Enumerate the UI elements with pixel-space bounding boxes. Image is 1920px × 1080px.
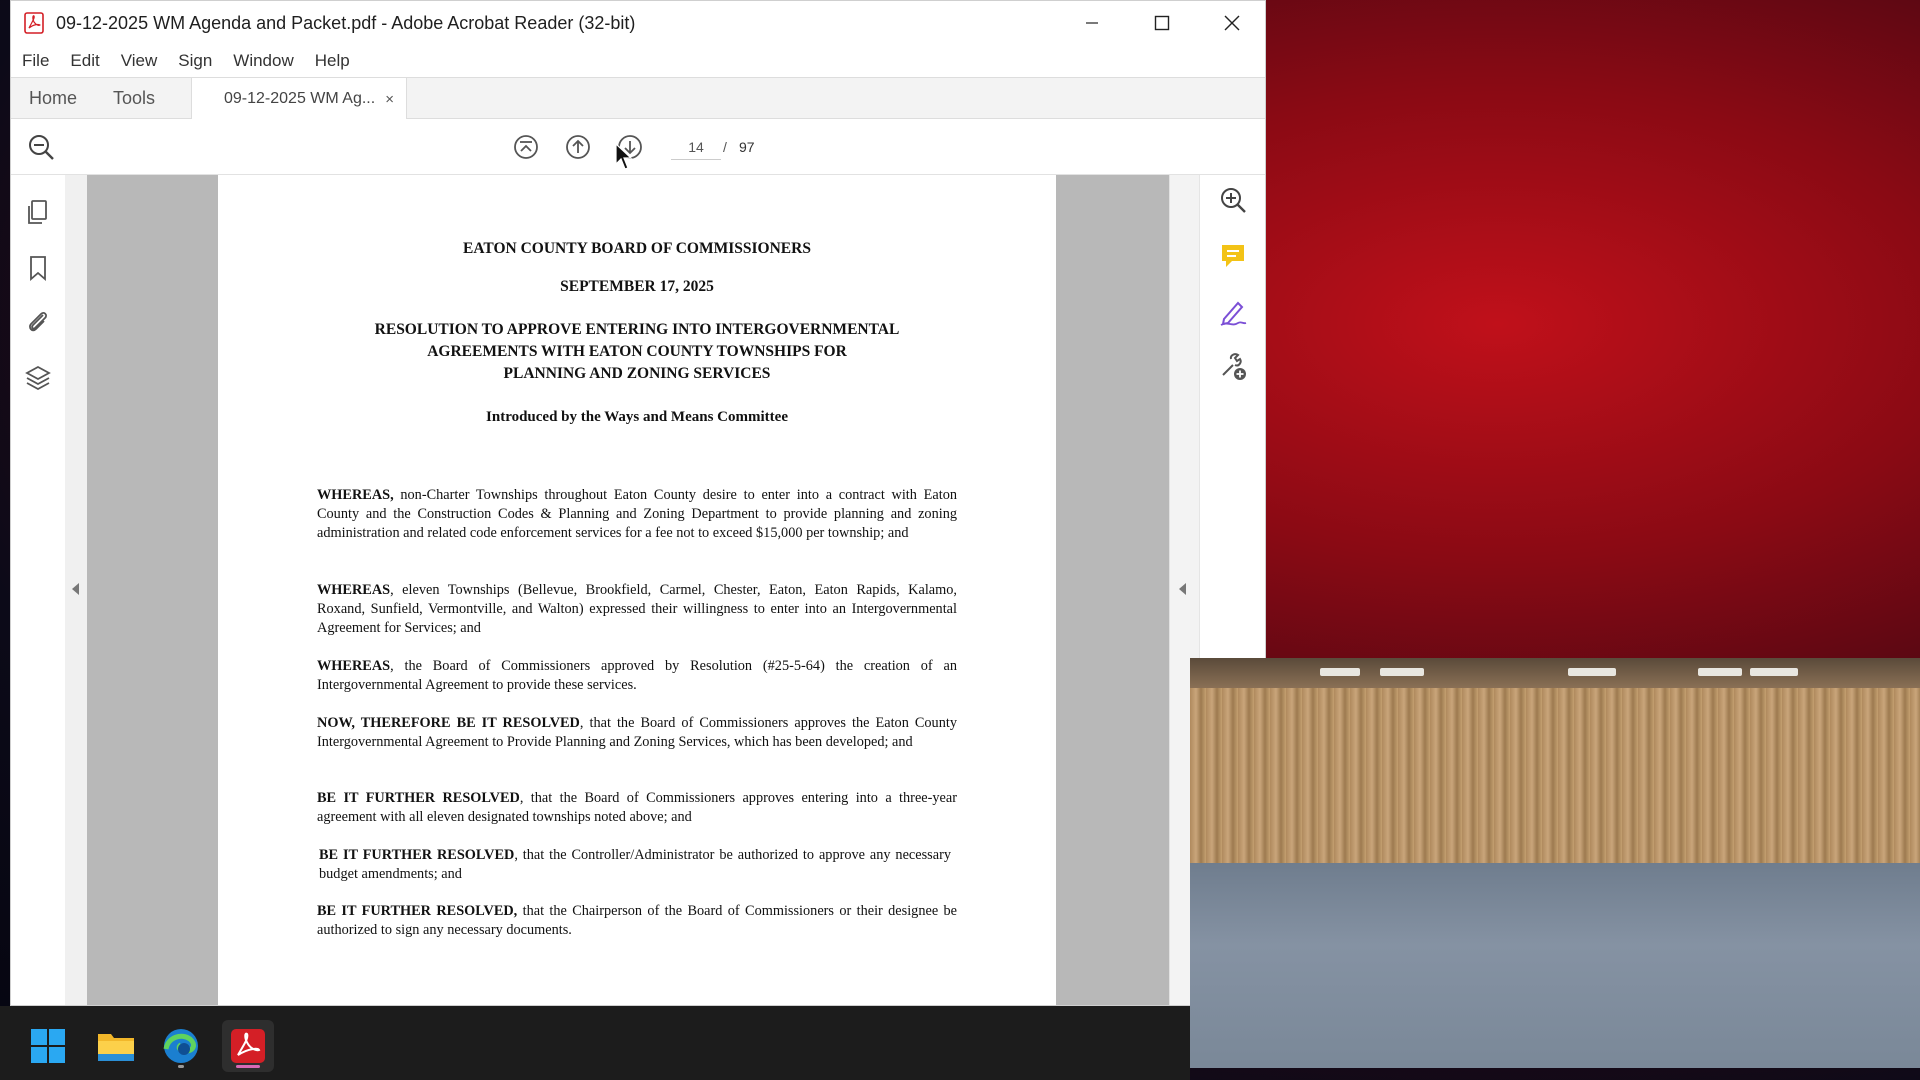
doc-title-line2: AGREEMENTS WITH EATON COUNTY TOWNSHIPS FOR: [427, 343, 847, 360]
doc-title-line3: PLANNING AND ZONING SERVICES: [503, 365, 771, 382]
zoom-in-icon[interactable]: [1218, 185, 1248, 215]
close-icon: [1224, 15, 1240, 31]
taskbar-acrobat[interactable]: [222, 1020, 274, 1072]
mouse-cursor-icon: [615, 143, 635, 171]
paragraph-lead: BE IT FURTHER RESOLVED: [317, 790, 520, 806]
doc-heading-board: EATON COUNTY BOARD OF COMMISSIONERS: [463, 240, 811, 257]
maximize-icon: [1154, 15, 1170, 31]
nameplate-image: [1380, 668, 1424, 676]
expand-left-panel-icon[interactable]: [72, 583, 79, 595]
paragraph-lead: BE IT FURTHER RESOLVED: [319, 847, 515, 863]
tab-close-icon[interactable]: ×: [385, 90, 394, 108]
paragraph-lead: WHEREAS: [317, 582, 391, 598]
page-separator: /: [723, 139, 727, 155]
comment-icon[interactable]: [1218, 241, 1248, 271]
active-app-indicator: [236, 1065, 260, 1068]
doc-introduced-by: Introduced by the Ways and Means Committee: [486, 409, 788, 425]
page-number-input[interactable]: 14: [671, 135, 721, 160]
tab-home[interactable]: Home: [29, 88, 78, 108]
paragraph-text: non-Charter Townships throughout Eaton County desire to enter into a contract with Eaton County and the Construction Codes & Planning and Zoning Department to provide planning and zoning administration and related code enforcement services for a fee not to exceed $15,000 per township; and: [317, 487, 957, 541]
document-canvas: [87, 175, 1169, 1006]
minimize-icon: [1085, 16, 1099, 30]
close-button[interactable]: [1197, 1, 1266, 45]
tab-document-label: 09-12-2025 WM Ag...: [224, 90, 376, 107]
menu-window[interactable]: Window: [233, 51, 294, 70]
title-bar: [11, 1, 1265, 45]
left-panel-gutter: [65, 175, 87, 1006]
window-title: 09-12-2025 WM Agenda and Packet.pdf - Adobe Acrobat Reader (32-bit): [56, 12, 636, 33]
taskbar-edge[interactable]: [155, 1020, 207, 1072]
windows-start-icon: [30, 1028, 66, 1064]
carpet-floor-image: [1190, 863, 1920, 1068]
acrobat-window: [10, 0, 1266, 1006]
start-button[interactable]: [22, 1020, 74, 1072]
maximize-button[interactable]: [1127, 1, 1197, 45]
tab-bar: [11, 77, 1265, 119]
expand-right-panel-icon[interactable]: [1179, 583, 1186, 595]
page-thumbnails-icon[interactable]: [23, 197, 53, 227]
running-indicator: [178, 1065, 184, 1068]
attachments-icon[interactable]: [23, 307, 53, 337]
toolbar: [11, 119, 1265, 175]
paragraph-lead: NOW, THEREFORE BE IT RESOLVED: [317, 715, 580, 731]
paragraph-text: , that the Board of Commissioners approves the Eaton County Intergovernmental Agreement to Provide Planning and Zoning Services, which has been developed; and: [317, 715, 957, 750]
doc-paragraph: [317, 789, 957, 827]
menu-help[interactable]: Help: [314, 51, 350, 70]
paragraph-text: , that the Controller/Administrator be authorized to approve any necessary budget amendments; and: [319, 847, 951, 882]
paragraph-lead: BE IT FURTHER RESOLVED,: [317, 903, 518, 919]
file-explorer-icon: [97, 1030, 135, 1062]
more-tools-icon[interactable]: [1218, 351, 1248, 381]
paragraph-text: , that the Board of Commissioners approves entering into a three-year agreement with all eleven designated townships noted above; and: [317, 790, 957, 825]
edge-browser-icon: [162, 1027, 200, 1065]
doc-paragraph: [317, 657, 957, 695]
doc-paragraph: [317, 486, 957, 543]
doc-title-line1: RESOLUTION TO APPROVE ENTERING INTO INTERGOVERNMENTAL: [374, 321, 900, 338]
tab-document[interactable]: [191, 78, 407, 120]
menu-bar: [11, 45, 1265, 77]
nameplate-image: [1750, 668, 1798, 676]
paragraph-text: , eleven Townships (Bellevue, Brookfield, Carmel, Chester, Eaton, Eaton Rapids, Kalamo, Roxand, Sunfield, Vermontville, and Walton) expressed their willingness to enter into an Intergovernmental Agreement for Services; and: [317, 582, 957, 636]
menu-edit[interactable]: Edit: [70, 51, 100, 70]
doc-paragraph: [319, 846, 951, 884]
paragraph-text: that the Chairperson of the Board of Commissioners or their designee be authorized to sign any necessary documents.: [317, 903, 957, 938]
layers-icon[interactable]: [23, 363, 53, 393]
taskbar-file-explorer[interactable]: [90, 1020, 142, 1072]
doc-heading-date: SEPTEMBER 17, 2025: [560, 278, 714, 295]
pdf-page: [218, 175, 1056, 1006]
doc-paragraph: [317, 714, 957, 752]
previous-page-icon[interactable]: [563, 132, 593, 162]
wood-dais-image: [1190, 658, 1920, 863]
nameplate-image: [1698, 668, 1742, 676]
page-total: 97: [739, 139, 755, 155]
nameplate-image: [1320, 668, 1360, 676]
tab-tools[interactable]: Tools: [113, 88, 156, 108]
video-feed-overlay: [1190, 658, 1920, 1068]
taskbar: [0, 1006, 1190, 1080]
paragraph-lead: WHEREAS,: [317, 487, 394, 503]
fill-sign-icon[interactable]: [1218, 297, 1248, 327]
doc-paragraph: [317, 581, 957, 638]
paragraph-text: , the Board of Commissioners approved by Resolution (#25-5-64) the creation of an Intergovernmental Agreement to provide these services.: [317, 658, 957, 693]
paragraph-lead: WHEREAS: [317, 658, 391, 674]
fit-page-icon[interactable]: [511, 132, 541, 162]
menu-sign[interactable]: Sign: [178, 51, 213, 70]
acrobat-reader-icon: [230, 1028, 266, 1064]
minimize-button[interactable]: [1057, 1, 1127, 45]
zoom-out-icon[interactable]: [26, 132, 56, 162]
doc-paragraph: [317, 902, 957, 940]
bookmarks-icon[interactable]: [23, 253, 53, 283]
menu-view[interactable]: View: [120, 51, 158, 70]
menu-file[interactable]: File: [22, 51, 50, 70]
left-navigation-rail: [11, 175, 66, 1006]
acrobat-app-icon: [24, 12, 44, 34]
dais-top-edge: [1190, 658, 1920, 688]
nameplate-image: [1568, 668, 1616, 676]
